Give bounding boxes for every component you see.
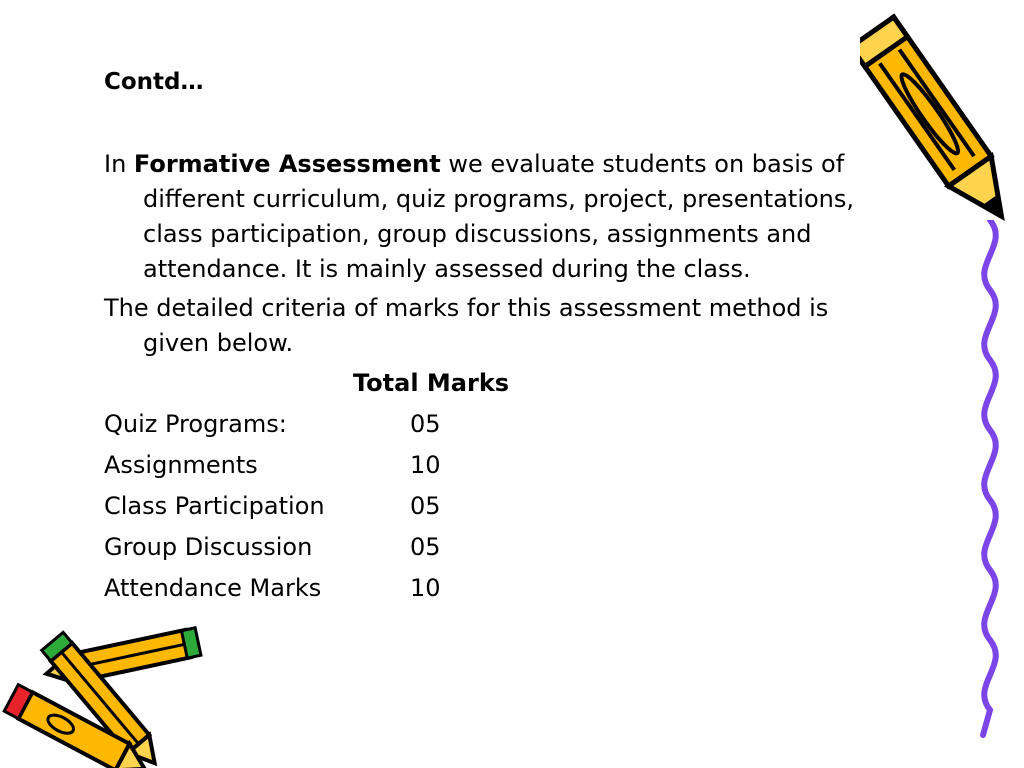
- squiggly-line-icon: [965, 220, 1015, 740]
- paragraph1-line1: [104, 150, 844, 178]
- paragraph1-line1-rest: we evaluate students on basis of: [440, 150, 845, 178]
- paragraph2-line2: given below.: [143, 329, 294, 357]
- slide-heading: Contd…: [104, 69, 204, 95]
- paragraph1-lead: In: [104, 150, 134, 178]
- marks-row-value: 10: [410, 451, 441, 479]
- crossed-pencils-icon: [0, 618, 210, 768]
- marks-row-value: 05: [410, 492, 441, 520]
- pencil-large-icon: [860, 0, 1020, 250]
- formative-assessment-term: Formative Assessment: [133, 150, 441, 178]
- marks-row-label: Group Discussion: [104, 533, 313, 561]
- paragraph2-line1: The detailed criteria of marks for this assessment method is: [104, 294, 829, 322]
- marks-row-label: Class Participation: [104, 492, 325, 520]
- paragraph1-line3: class participation, group discussions, assignments and: [143, 220, 812, 248]
- marks-row-label: Assignments: [104, 451, 258, 479]
- marks-row-value: 05: [410, 410, 441, 438]
- marks-row-label: Attendance Marks: [104, 574, 322, 602]
- marks-row-label: Quiz Programs:: [104, 410, 287, 438]
- paragraph1-line2: different curriculum, quiz programs, project, presentations,: [143, 185, 855, 213]
- paragraph1-line4: attendance. It is mainly assessed during the class.: [143, 255, 751, 283]
- marks-row-value: 10: [410, 574, 441, 602]
- total-marks-header: Total Marks: [353, 369, 510, 397]
- marks-row-value: 05: [410, 533, 441, 561]
